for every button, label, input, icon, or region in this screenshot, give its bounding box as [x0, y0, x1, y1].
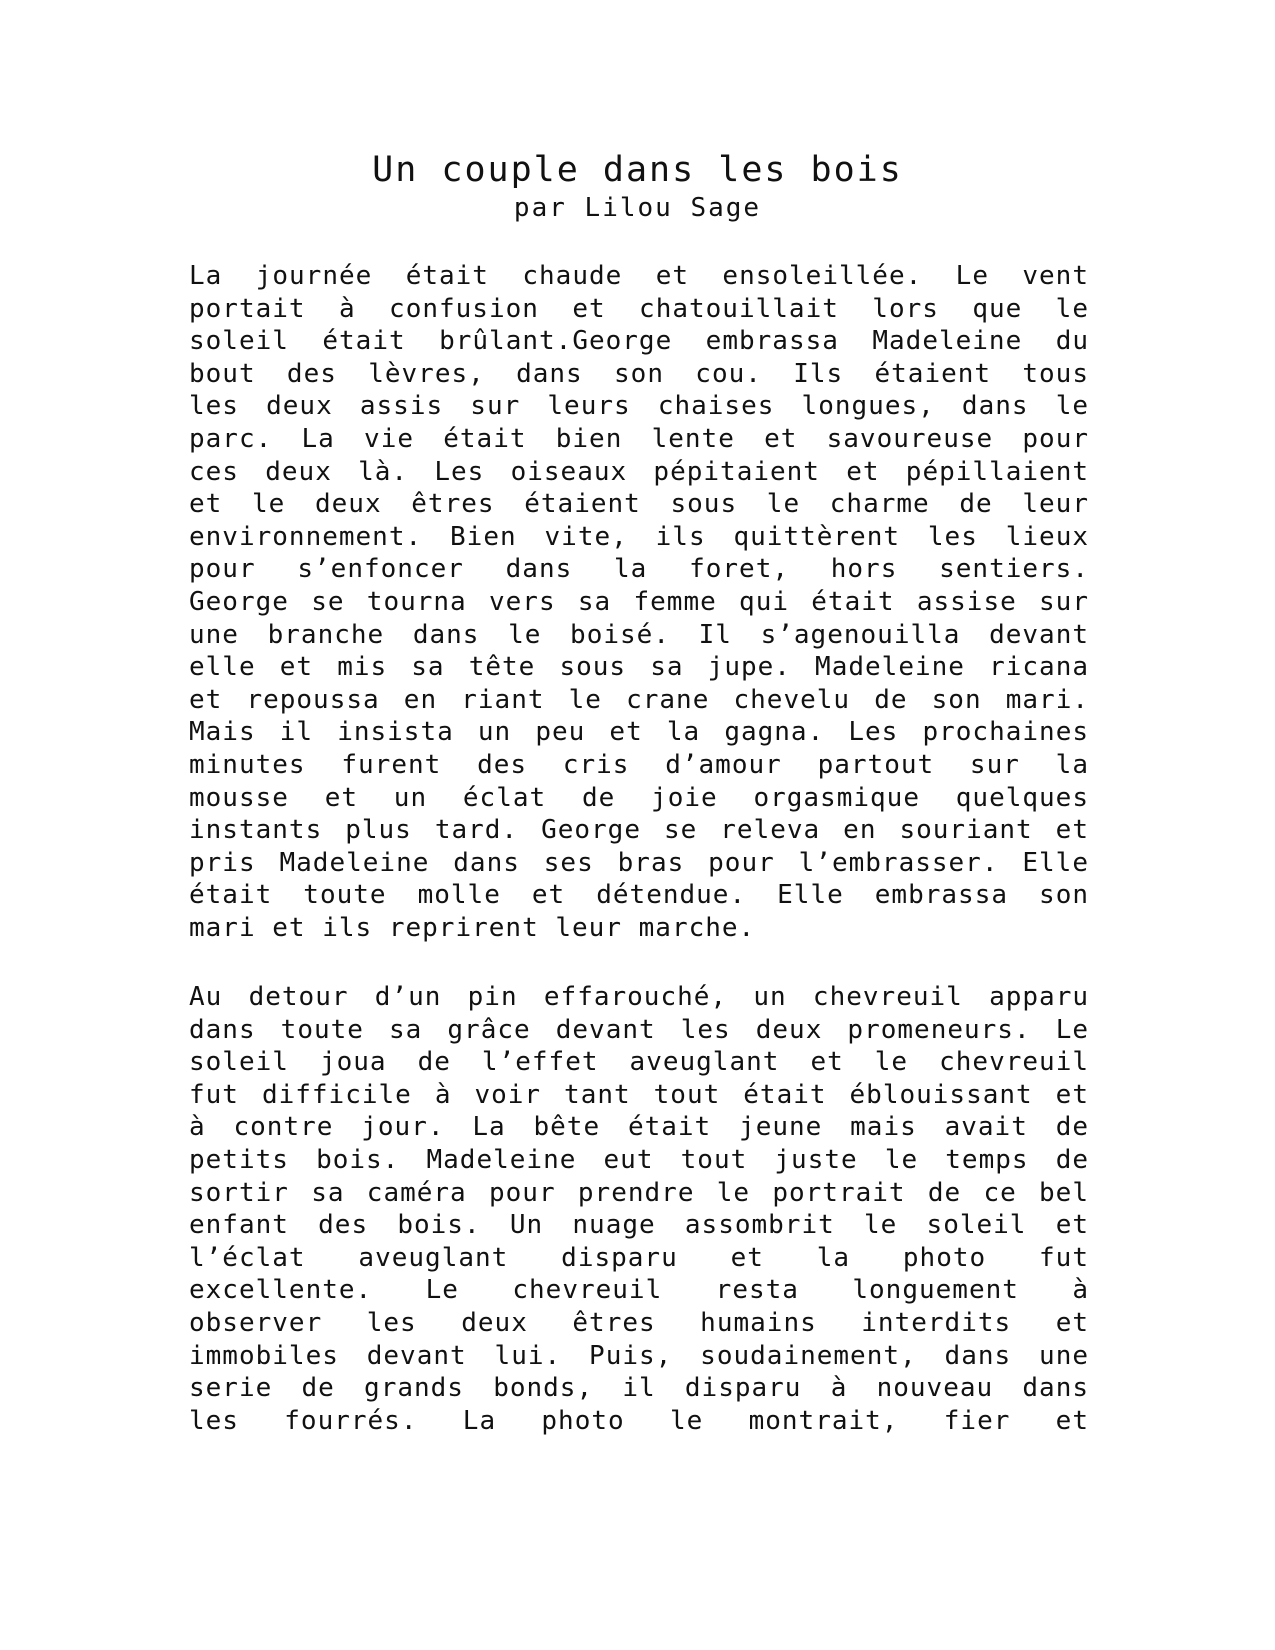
text-line: ces deux là. Les oiseaux pépitaient et pépillaient [189, 456, 1089, 487]
text-line: soleil joua de l’effet aveuglant et le chevreuil [189, 1047, 1089, 1078]
document-title: Un couple dans les bois [372, 150, 903, 190]
text-line: George se tourna vers sa femme qui était assise sur [189, 586, 1089, 617]
text-line: observer les deux êtres humains interdits et [189, 1307, 1089, 1338]
text-line: bout des lèvres, dans son cou. Ils étaient tous [189, 358, 1089, 389]
text-line: une branche dans le boisé. Il s’agenouilla devant [189, 619, 1089, 650]
text-line: les fourrés. La photo le montrait, fier et [189, 1405, 1089, 1436]
text-line: fut difficile à voir tant tout était éblouissant et [189, 1079, 1089, 1110]
text-line: immobiles devant lui. Puis, soudainement, dans une [189, 1340, 1089, 1371]
text-line: dans toute sa grâce devant les deux promeneurs. Le [189, 1014, 1089, 1045]
text-line: à contre jour. La bête était jeune mais avait de [189, 1112, 1089, 1143]
text-line: petits bois. Madeleine eut tout juste le temps de [189, 1144, 1089, 1175]
text-line: sortir sa caméra pour prendre le portrait de ce bel [189, 1177, 1089, 1208]
text-line: mousse et un éclat de joie orgasmique quelques [189, 782, 1089, 813]
text-line: les deux assis sur leurs chaises longues, dans le [189, 391, 1089, 422]
text-line: pour s’enfoncer dans la foret, hors sentiers. [189, 554, 1089, 585]
text-line: l’éclat aveuglant disparu et la photo fut [189, 1242, 1089, 1273]
paragraph-1 [189, 260, 1089, 944]
text-line: elle et mis sa tête sous sa jupe. Madeleine ricana [189, 652, 1089, 683]
text-line: excellente. Le chevreuil resta longuement à [189, 1275, 1089, 1306]
text-line: était toute molle et détendue. Elle embrassa son [189, 880, 1089, 911]
text-line: et le deux êtres étaient sous le charme de leur [189, 489, 1089, 520]
text-line: pris Madeleine dans ses bras pour l’embrasser. Elle [189, 847, 1089, 878]
text-line: La journée était chaude et ensoleillée. Le vent [189, 261, 1089, 291]
text-line: portait à confusion et chatouillait lors que le [189, 293, 1089, 324]
text-line: mari et ils reprirent leur marche. [189, 912, 756, 943]
document-author: par Lilou Sage [513, 193, 762, 223]
text-line: enfant des bois. Un nuage assombrit le soleil et [189, 1210, 1089, 1241]
text-line: instants plus tard. George se releva en souriant et [189, 815, 1089, 846]
text-line: et repoussa en riant le crane chevelu de son mari. [189, 684, 1089, 715]
text-line: minutes furent des cris d’amour partout sur la [189, 749, 1089, 780]
text-line: Au detour d’un pin effarouché, un chevreuil apparu [189, 982, 1089, 1012]
text-line: serie de grands bonds, il disparu à nouveau dans [189, 1373, 1089, 1404]
text-line: soleil était brûlant.George embrassa Madeleine du [189, 326, 1089, 357]
text-line: Mais il insista un peu et la gagna. Les prochaines [189, 717, 1089, 748]
paragraph-2 [189, 981, 1089, 1437]
text-line: parc. La vie était bien lente et savoureuse pour [189, 423, 1089, 454]
text-line: environnement. Bien vite, ils quittèrent les lieux [189, 521, 1089, 552]
